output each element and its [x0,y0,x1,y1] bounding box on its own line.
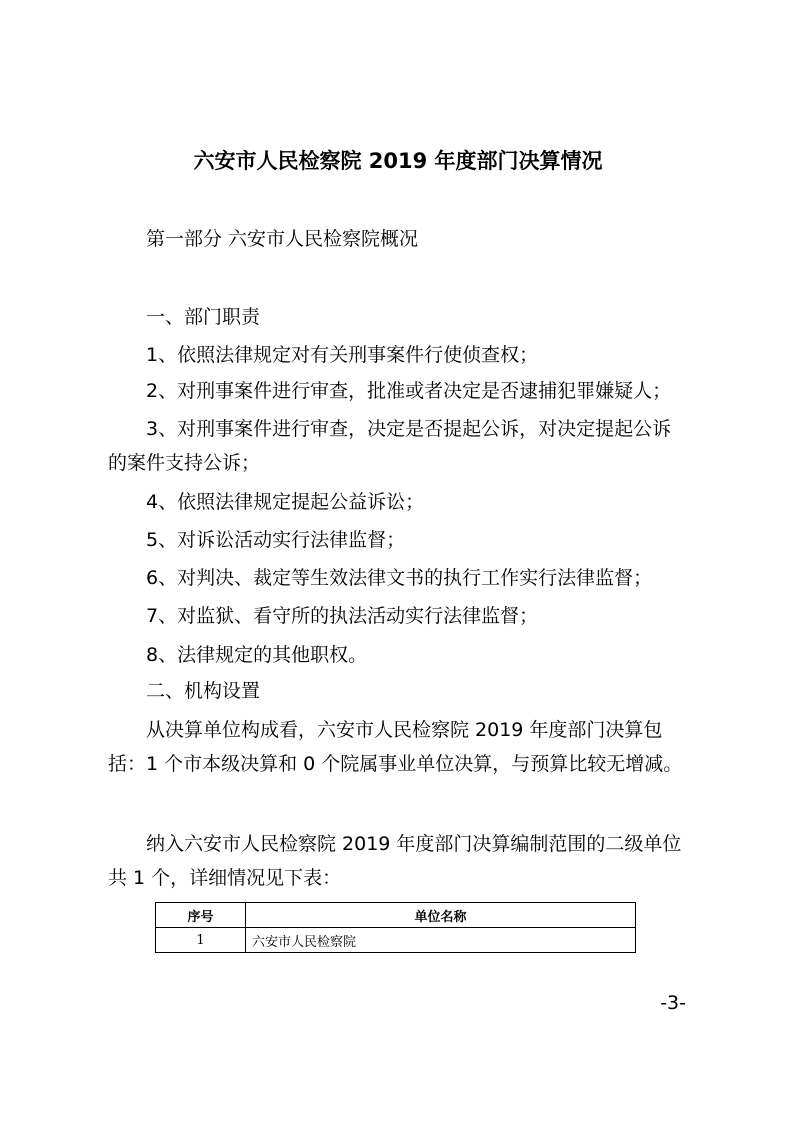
duty-item: 1、依照法律规定对有关刑事案件行使侦查权； [146,344,539,366]
table-header-cell: 序号 [156,903,246,928]
duty-item: 8、法律规定的其他职权。 [146,644,368,666]
duty-item: 5、对诉讼活动实行法律监督； [146,529,406,551]
duty-item: 2、对刑事案件进行审查，批准或者决定是否逮捕犯罪嫌疑人； [146,380,672,402]
document-title: 六安市人民检察院 2019 年度部门决算情况 [193,149,603,173]
duty-item: 7、对监狱、看守所的执法活动实行法律监督； [146,605,539,627]
duty-item: 4、依照法律规定提起公益诉讼； [146,491,425,513]
part-heading: 第一部分 六安市人民检察院概况 [146,228,419,250]
table-header-cell: 单位名称 [246,903,636,928]
table-header-row [156,903,636,928]
table-row [156,928,636,953]
organization-paragraph: 纳入六安市人民检察院 2019 年度部门决算编制范围的二级单位共 1 个，详细情况见下表： [108,833,682,889]
organization-paragraph: 从决算单位构成看，六安市人民检察院 2019 年度部门决算包括：1 个市本级决算和 0 个院属事业单位决算，与预算比较无增减。 [108,719,683,775]
units-table [155,902,636,953]
section-heading-organization: 二、机构设置 [146,680,261,702]
duty-item: 6、对判决、裁定等生效法律文书的执行工作实行法律监督； [146,567,653,589]
table-cell: 1 [156,928,246,953]
section-heading-duties: 一、部门职责 [146,306,261,328]
table-cell: 六安市人民检察院 [246,928,636,953]
duty-item: 3、对刑事案件进行审查，决定是否提起公诉，对决定提起公诉的案件支持公诉； [108,418,672,474]
page-number: -3- [660,992,686,1014]
